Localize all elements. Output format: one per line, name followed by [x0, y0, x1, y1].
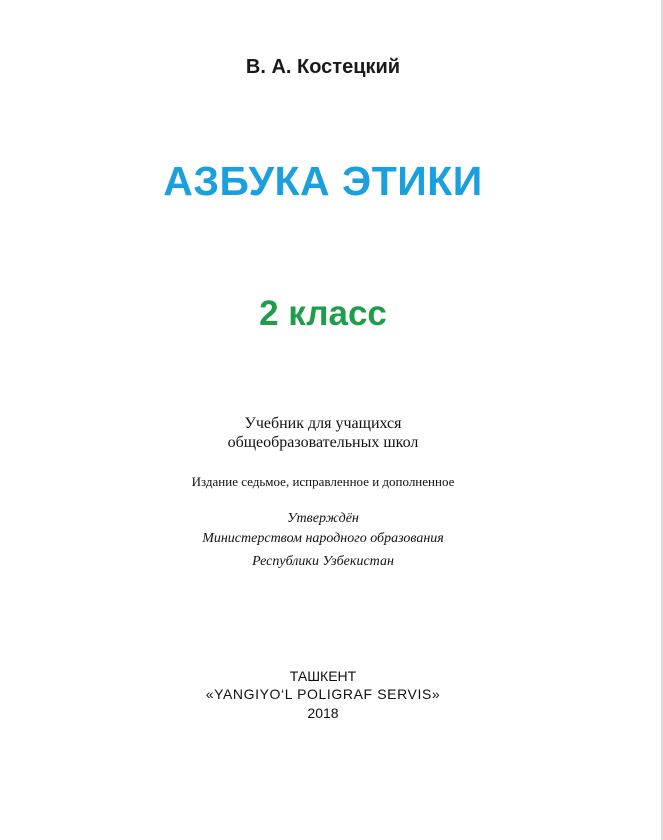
approval-line-3: Республики Узбекистан — [252, 554, 394, 569]
author-name: В. А. Костецкий — [245, 56, 401, 78]
publisher-name: «YANGIYO‘L POLIGRAF SERVIS» — [205, 686, 441, 702]
edition-note: Издание седьмое, исправленное и дополненное — [191, 474, 455, 489]
description-line-2: общеобразовательных школ — [227, 434, 419, 451]
grade-label: 2 класс — [259, 294, 387, 333]
publication-year: 2018 — [307, 705, 339, 721]
description-line-1: Учебник для учащихся — [244, 415, 402, 432]
book-title: АЗБУКА ЭТИКИ — [163, 158, 483, 204]
approval-line-2: Министерством народного образования — [202, 531, 444, 546]
publisher-city: ТАШКЕНТ — [289, 668, 357, 684]
approval-line-1: Утверждён — [287, 511, 359, 526]
